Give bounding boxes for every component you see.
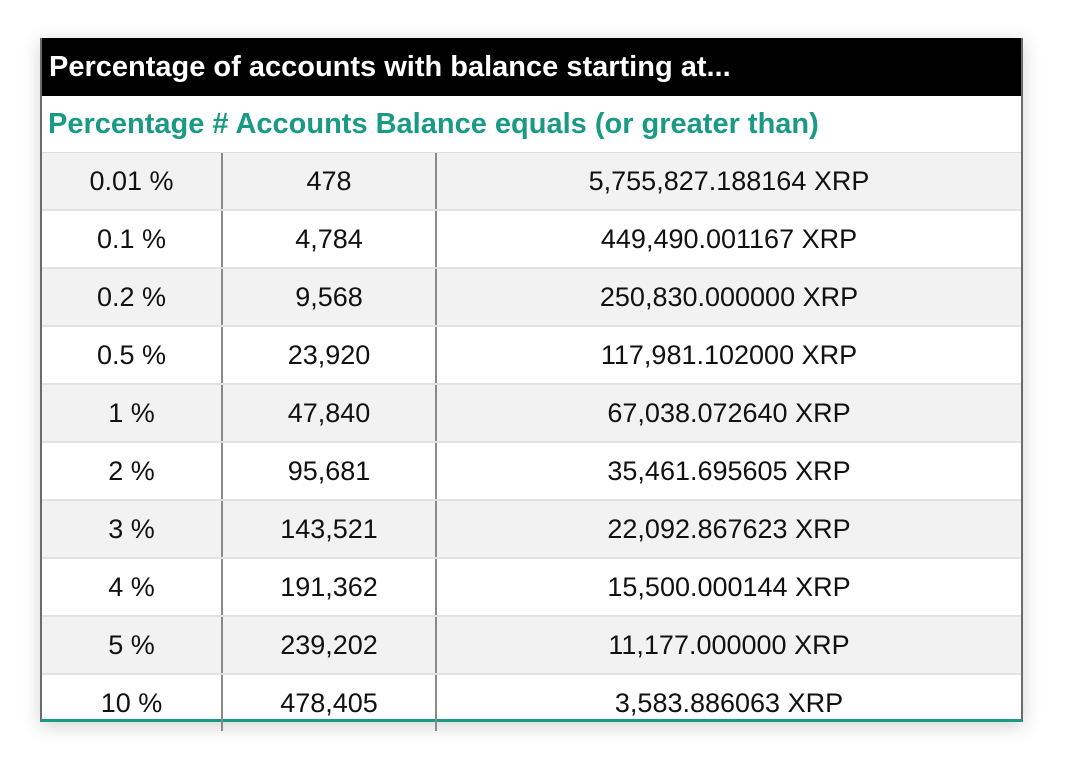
table-row: [42, 384, 1021, 442]
table-row: [42, 442, 1021, 500]
table-title: Percentage of accounts with balance starting at...: [42, 38, 1021, 96]
cell-accounts: 47,840: [222, 384, 436, 442]
cell-balance: 449,490.001167 XRP: [436, 210, 1021, 268]
cell-percentage: 0.5 %: [42, 326, 222, 384]
cell-percentage: 3 %: [42, 500, 222, 558]
balance-table-card: [40, 38, 1023, 722]
cell-balance: 67,038.072640 XRP: [436, 384, 1021, 442]
cell-percentage: 0.1 %: [42, 210, 222, 268]
cell-balance: 15,500.000144 XRP: [436, 558, 1021, 616]
cell-percentage: 1 %: [42, 384, 222, 442]
cell-accounts: 95,681: [222, 442, 436, 500]
cell-percentage: 5 %: [42, 616, 222, 674]
table-row: [42, 558, 1021, 616]
cell-balance: 5,755,827.188164 XRP: [436, 153, 1021, 210]
column-header-row: [42, 96, 1021, 153]
table-row: [42, 326, 1021, 384]
cell-accounts: 191,362: [222, 558, 436, 616]
table-row: [42, 210, 1021, 268]
cell-accounts: 143,521: [222, 500, 436, 558]
cell-accounts: 239,202: [222, 616, 436, 674]
table-row: [42, 153, 1021, 210]
cell-percentage: 2 %: [42, 442, 222, 500]
balance-table: [42, 153, 1021, 731]
cell-accounts: 478: [222, 153, 436, 210]
header-balance: Balance equals (or greater than): [375, 108, 819, 140]
header-accounts: # Accounts: [212, 108, 368, 140]
header-percentage: Percentage: [48, 108, 205, 140]
cell-percentage: 4 %: [42, 558, 222, 616]
cell-balance: 22,092.867623 XRP: [436, 500, 1021, 558]
cell-accounts: 23,920: [222, 326, 436, 384]
table-row: [42, 268, 1021, 326]
cell-balance: 3,583.886063 XRP: [614, 687, 844, 718]
cell-accounts: 478,405: [222, 674, 436, 731]
cell-balance: 117,981.102000 XRP: [436, 326, 1021, 384]
cell-percentage: 0.01 %: [42, 153, 222, 210]
cell-accounts: 9,568: [222, 268, 436, 326]
cell-accounts: 4,784: [222, 210, 436, 268]
cell-percentage: 10 %: [42, 674, 222, 731]
cell-balance: 11,177.000000 XRP: [436, 616, 1021, 674]
cell-percentage: 0.2 %: [42, 268, 222, 326]
table-row: [42, 616, 1021, 674]
cell-balance: 35,461.695605 XRP: [436, 442, 1021, 500]
table-row: [42, 500, 1021, 558]
cell-balance: 250,830.000000 XRP: [436, 268, 1021, 326]
table-row: [42, 674, 1021, 731]
